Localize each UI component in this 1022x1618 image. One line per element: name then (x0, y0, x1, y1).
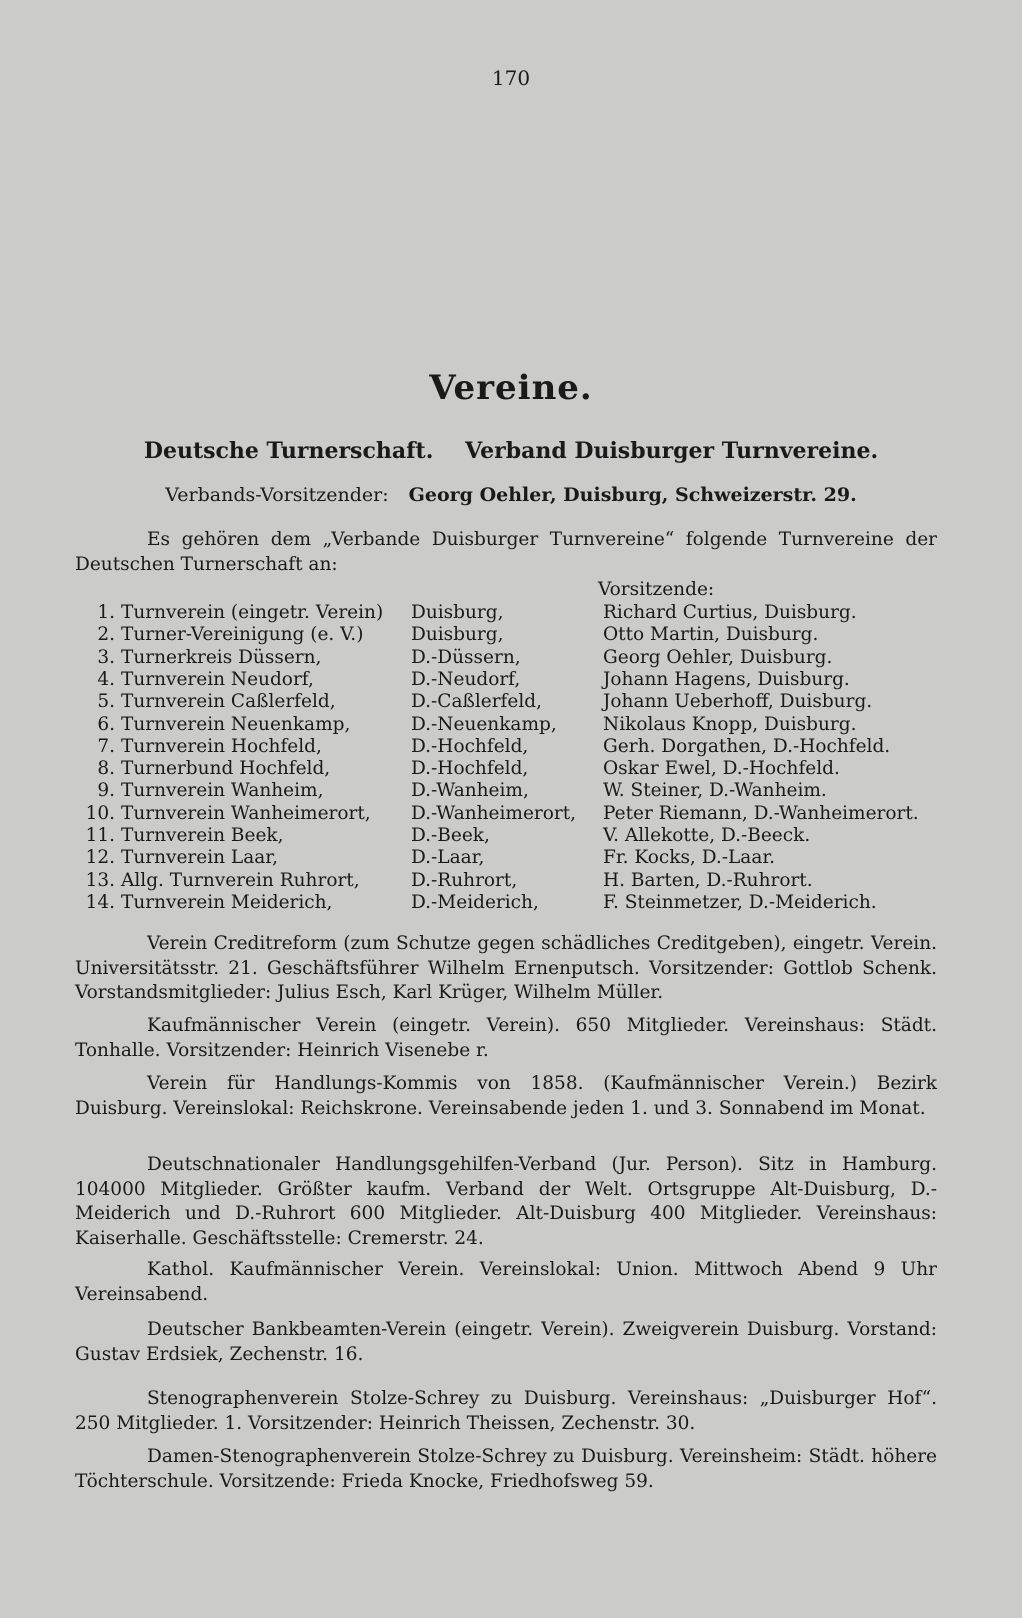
club-paragraph (75, 1072, 937, 1121)
club-number: 4. (97, 668, 115, 690)
club-number: 8. (97, 758, 115, 780)
club-row (75, 758, 955, 780)
club-chair: Peter Riemann, D.-Wanheimerort. (603, 802, 919, 824)
section-title: Vereine. (429, 368, 593, 408)
club-row (75, 892, 955, 914)
club-number: 9. (97, 780, 115, 802)
club-number: 1. (97, 602, 115, 623)
club-name: Turnerbund Hochfeld, (121, 758, 331, 780)
club-row (75, 825, 955, 847)
club-paragraph (75, 1153, 937, 1251)
paragraph-text: Deutscher Bankbeamten-Verein (eingetr. Verein). Zweigverein Duisburg. Vorstand: Gustav Erdsiek, Zechenstr. 16. (75, 1319, 937, 1365)
club-row (75, 803, 955, 825)
club-name: Turnverein Wanheim, (121, 780, 324, 802)
intro-text: Es gehören dem „Verbande Duisburger Turnvereine“ folgende Turnvereine der Deutschen Turnerschaft an: (75, 529, 937, 575)
club-row (75, 847, 955, 869)
section-subtitle (0, 438, 1022, 464)
list-header: Vorsitzende: (598, 579, 715, 600)
club-row (75, 714, 955, 736)
club-name: Turnverein Hochfeld, (121, 735, 322, 757)
club-number: 11. (85, 825, 115, 846)
club-number: 2. (97, 624, 115, 646)
club-chair: Otto Martin, Duisburg. (603, 624, 819, 646)
club-chair: Johann Hagens, Duisburg. (603, 668, 850, 690)
club-number: 13. (85, 869, 115, 891)
club-paragraph (75, 1445, 937, 1494)
club-place: D.-Meiderich, (411, 891, 539, 913)
paragraph-text: Kaufmännischer Verein (eingetr. Verein). 650 Mitglieder. Vereinshaus: Städt. Tonhalle. Vorsitzender: Heinrich Visenebe r. (75, 1015, 937, 1061)
club-chair: W. Steiner, D.-Wanheim. (603, 780, 827, 802)
club-place: D.-Hochfeld, (411, 758, 529, 780)
club-chair: Georg Oehler, Duisburg. (603, 646, 833, 668)
club-name: Turnverein Caßlerfeld, (121, 691, 336, 713)
club-name: Turnverein (eingetr. Verein) (121, 602, 384, 623)
club-place: D.-Düssern, (411, 646, 521, 668)
club-name: Allg. Turnverein Ruhrort, (121, 869, 360, 891)
club-place: D.-Wanheimerort, (411, 802, 577, 824)
club-name: Turnerkreis Düssern, (121, 646, 322, 668)
paragraph-text: Verein für Handlungs-Kommis von 1858. (Kaufmännischer Verein.) Bezirk Duisburg. Vereinslokal: Reichskrone. Vereinsabende jeden 1. und 3. Sonnabend im Monat. (75, 1073, 937, 1119)
club-chair: Fr. Kocks, D.-Laar. (603, 847, 776, 869)
subtitle-part: Deutsche Turnerschaft. (143, 438, 434, 464)
club-row (75, 602, 955, 624)
club-place: D.-Laar, (411, 847, 485, 869)
club-chair: Nikolaus Knopp, Duisburg. (603, 713, 857, 735)
subtitle-part: Verband Duisburger Turnvereine. (465, 438, 879, 464)
chairman-value: Georg Oehler, Duisburg, Schweizerstr. 29. (408, 484, 857, 506)
club-row (75, 780, 955, 802)
page-number: 170 (491, 66, 531, 90)
club-place: D.-Neuenkamp, (411, 713, 557, 735)
club-row (75, 736, 955, 758)
club-number: 6. (97, 713, 115, 735)
club-number: 7. (97, 735, 115, 757)
club-place: Duisburg, (411, 624, 504, 646)
association-chairman (0, 484, 1022, 506)
club-number: 12. (85, 847, 115, 869)
club-number: 10. (85, 802, 115, 824)
club-paragraph (75, 1258, 937, 1307)
club-chair: V. Allekotte, D.-Beeck. (603, 825, 811, 846)
club-place: D.-Beek, (411, 825, 490, 846)
club-row (75, 691, 955, 713)
club-paragraph (75, 1014, 937, 1063)
club-row (75, 870, 955, 892)
club-name: Turnverein Wanheimerort, (121, 802, 371, 824)
club-row (75, 669, 955, 691)
club-chair: Johann Ueberhoff, Duisburg. (603, 691, 873, 713)
club-chair: Oskar Ewel, D.-Hochfeld. (603, 758, 840, 780)
club-paragraph (75, 1387, 937, 1436)
club-name: Turnverein Neudorf, (121, 668, 314, 690)
club-paragraph (75, 1318, 937, 1367)
club-number: 14. (85, 891, 115, 913)
paragraph-text: Deutschnationaler Handlungsgehilfen-Verband (Jur. Person). Sitz in Hamburg. 104000 Mitglieder. Größter kaufm. Verband der Welt. Ortsgruppe Alt-Duisburg, D.-Meiderich und D.-Ruhrort 600 Mitglieder. Alt-Duisburg 400 Mitglieder. Vereinshaus: Kaiserhalle. Geschäftsstelle: Cremerstr. 24. (75, 1154, 937, 1249)
club-chair: Richard Curtius, Duisburg. (603, 602, 857, 623)
club-place: D.-Wanheim, (411, 780, 529, 802)
club-place: D.-Ruhrort, (411, 869, 518, 891)
paragraph-text: Damen-Stenographenverein Stolze-Schrey zu Duisburg. Vereinsheim: Städt. höhere Töchterschule. Vorsitzende: Frieda Knocke, Friedhofsweg 59. (75, 1446, 937, 1492)
paragraph-text: Stenographenverein Stolze-Schrey zu Duisburg. Vereinshaus: „Duisburger Hof“. 250 Mitglieder. 1. Vorsitzender: Heinrich Theissen, Zechenstr. 30. (75, 1388, 937, 1434)
club-row (75, 647, 955, 669)
club-place: D.-Neudorf, (411, 668, 521, 690)
club-name: Turnverein Beek, (121, 825, 284, 846)
club-paragraph (75, 932, 937, 1006)
club-name: Turner-Vereinigung (e. V.) (121, 624, 364, 646)
intro-paragraph (75, 528, 937, 577)
club-name: Turnverein Neuenkamp, (121, 713, 351, 735)
club-number: 5. (97, 691, 115, 713)
paragraph-text: Kathol. Kaufmännischer Verein. Vereinslokal: Union. Mittwoch Abend 9 Uhr Vereinsabend. (75, 1259, 937, 1305)
club-chair: F. Steinmetzer, D.-Meiderich. (603, 891, 877, 913)
paragraph-text: Verein Creditreform (zum Schutze gegen schädliches Creditgeben), eingetr. Verein. Universitätsstr. 21. Geschäftsführer Wilhelm Ernenputsch. Vorsitzender: Gottlob Schenk. Vorstandsmitglieder: Julius Esch, Karl Krüger, Wilhelm Müller. (75, 933, 937, 1003)
club-number: 3. (97, 646, 115, 668)
club-place: Duisburg, (411, 602, 504, 623)
club-name: Turnverein Laar, (121, 847, 278, 869)
club-chair: Gerh. Dorgathen, D.-Hochfeld. (603, 735, 891, 757)
chairman-label: Verbands-Vorsitzender: (165, 484, 389, 506)
club-name: Turnverein Meiderich, (121, 891, 333, 913)
club-place: D.-Hochfeld, (411, 735, 529, 757)
club-place: D.-Caßlerfeld, (411, 691, 542, 713)
club-row (75, 624, 955, 646)
club-chair: H. Barten, D.-Ruhrort. (603, 869, 813, 891)
